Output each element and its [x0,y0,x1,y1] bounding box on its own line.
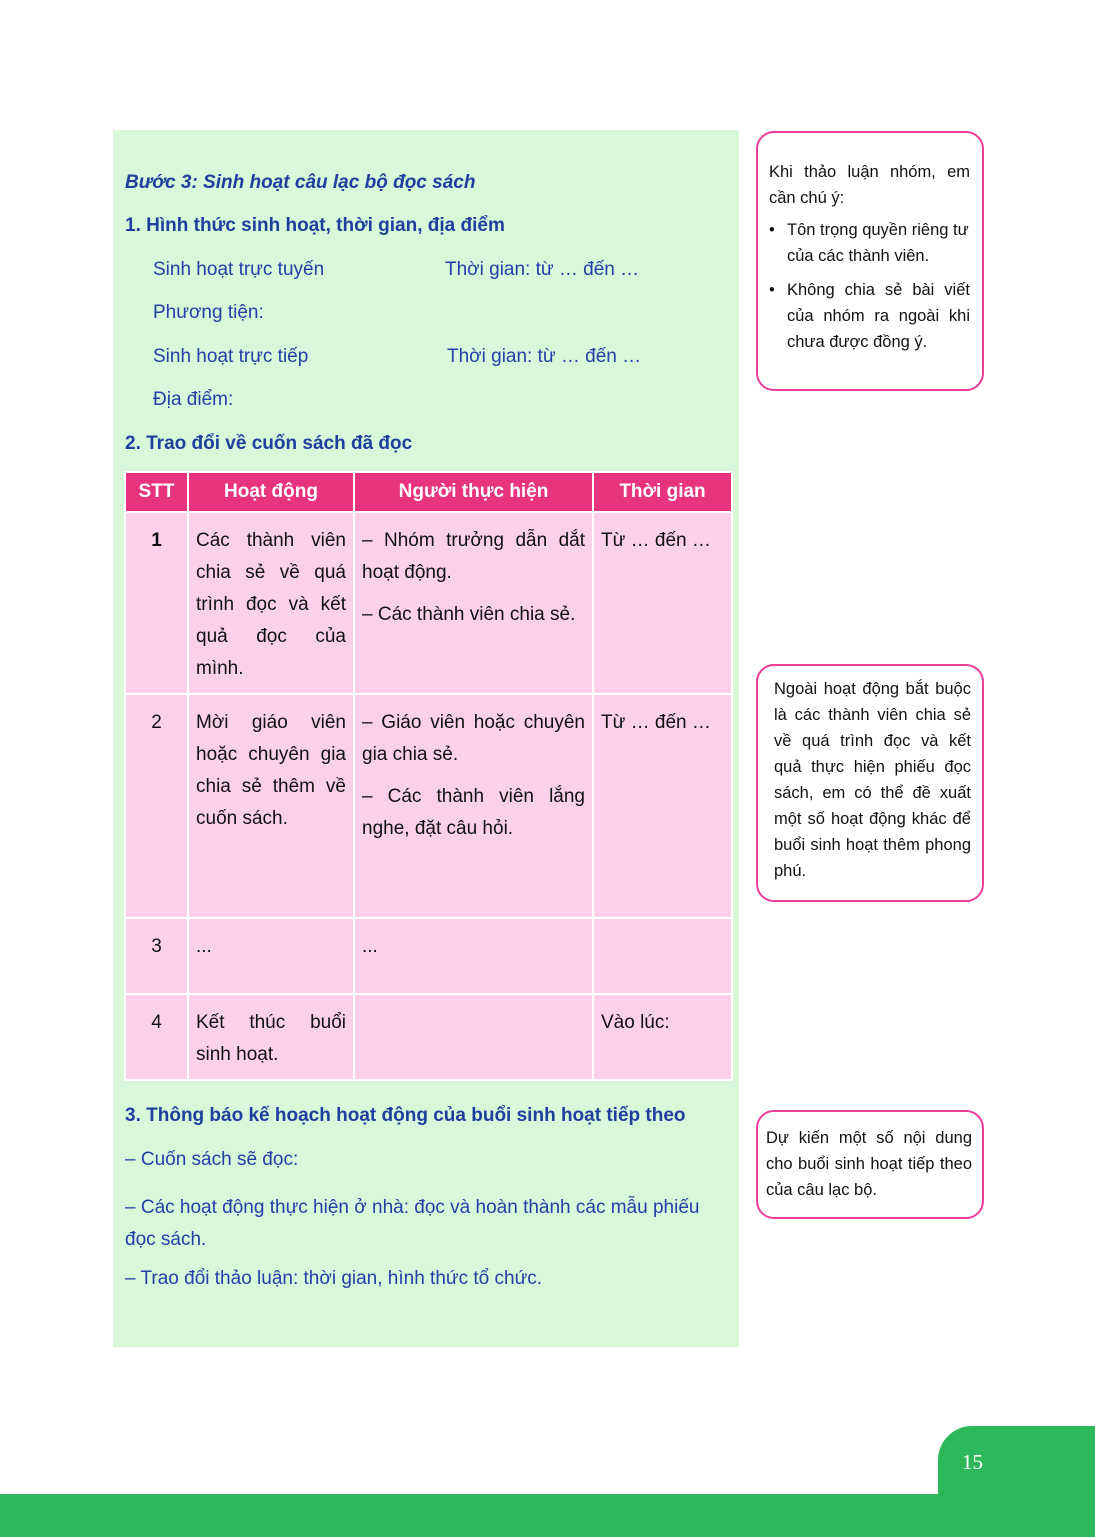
next-book-line: – Cuốn sách sẽ đọc: [125,1149,299,1170]
performer-line: – Các thành viên chia sẻ. [362,604,576,625]
performer-line: – Các thành viên lắng nghe, đặt câu hỏi. [362,786,585,839]
row-time: Vào lúc: [593,994,732,1080]
note-next-session: Dự kiến một số nội dung cho buổi sinh hoạt tiếp theo của câu lạc bộ. [756,1110,984,1219]
footer-bar [0,1494,1095,1537]
row-stt: 3 [125,918,188,994]
header-stt: STT [125,472,188,512]
page-number: 15 [962,1450,983,1474]
discussion-line: – Trao đổi thảo luận: thời gian, hình thức tổ chức. [125,1268,543,1289]
table-row [125,918,732,994]
row-stt: 2 [125,694,188,918]
performer-line: – Giáo viên hoặc chuyên gia chia sẻ. [362,712,585,765]
note-group-discussion [756,131,984,391]
step-title: Bước 3: Sinh hoạt câu lạc bộ đọc sách [125,172,476,193]
row-time [593,918,732,994]
table-header-row [125,472,732,512]
performer-line: ... [362,936,378,957]
activity-table [124,471,733,1081]
row-activity: Các thành viên chia sẻ về quá trình đọc và kết quả đọc của mình. [188,512,354,694]
offline-label: Sinh hoạt trực tiếp [153,346,309,367]
row-performer [354,994,593,1080]
row-time: Từ … đến … [593,694,732,918]
row-performer [354,918,593,994]
row-activity: Mời giáo viên hoặc chuyên gia chia sẻ thêm về cuốn sách. [188,694,354,918]
row-performer [354,512,593,694]
note-intro: Khi thảo luận nhóm, em cần chú ý: [769,163,970,207]
note-extra-activities: Ngoài hoạt động bắt buộc là các thành viên chia sẻ về quá trình đọc và kết quả thực hiện phiếu đọc sách, em có thể đề xuất một số hoạt động khác để buổi sinh hoạt thêm phong phú. [756,664,984,902]
row-stt: 1 [125,512,188,694]
note-bullet: • Không chia sẻ bài viết của nhóm ra ngoài khi chưa được đồng ý. [769,277,970,355]
bullet-dot-icon: • [769,221,775,239]
online-label: Sinh hoạt trực tuyến [153,259,325,280]
table-row [125,694,732,918]
table-row [125,994,732,1080]
online-time: Thời gian: từ … đến … [445,259,640,280]
row-performer [354,694,593,918]
row-activity: ... [188,918,354,994]
note-bullet: • Tôn trọng quyền riêng tư của các thành viên. [769,217,970,269]
means-label: Phương tiện: [153,302,264,323]
row-stt: 4 [125,994,188,1080]
header-performer: Người thực hiện [354,472,593,512]
offline-time: Thời gian: từ … đến … [447,346,642,367]
note-bullet-list [769,217,970,355]
table-row [125,512,732,694]
section2-heading: 2. Trao đổi về cuốn sách đã đọc [125,433,413,454]
location-label: Địa điểm: [153,389,234,410]
section1-heading: 1. Hình thức sinh hoạt, thời gian, địa điểm [125,215,505,236]
header-activity: Hoạt động [188,472,354,512]
performer-line: – Nhóm trưởng dẫn dắt hoạt động. [362,530,585,583]
home-activities-line: – Các hoạt động thực hiện ở nhà: đọc và hoàn thành các mẫu phiếu đọc sách. [125,1197,700,1250]
row-activity: Kết thúc buổi sinh hoạt. [188,994,354,1080]
row-time: Từ … đến … [593,512,732,694]
section3-heading: 3. Thông báo kế hoạch hoạt động của buổi sinh hoạt tiếp theo [125,1105,686,1126]
bullet-dot-icon: • [769,281,775,299]
header-time: Thời gian [593,472,732,512]
